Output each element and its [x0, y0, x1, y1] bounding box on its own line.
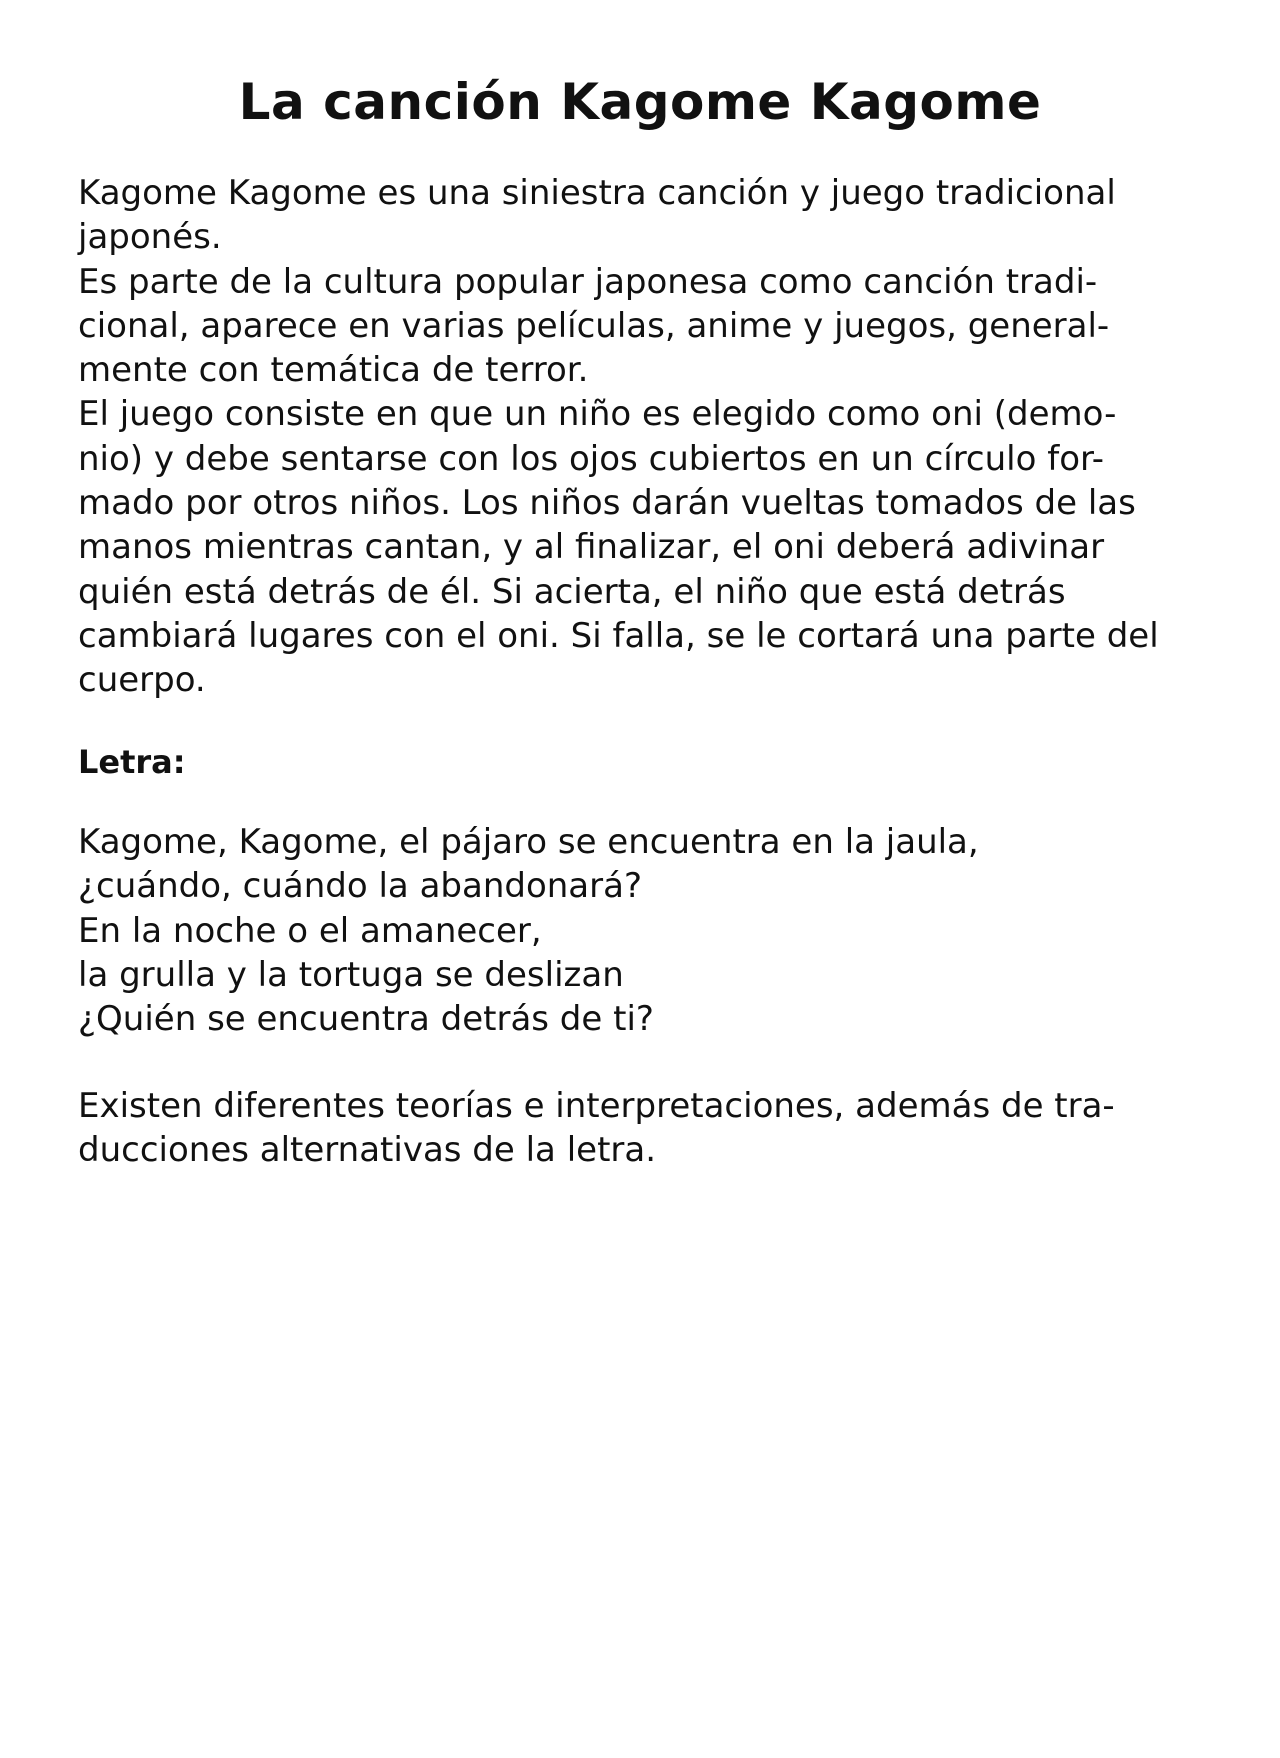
closing-line: Existen diferentes teorías e interpretaciones, además de tra- — [78, 1086, 1115, 1126]
intro-line: nio) y debe sentarse con los ojos cubiertos en un círculo for- — [78, 438, 1105, 479]
intro-line: Kagome Kagome es una siniestra canción y juego tradicional — [78, 173, 1116, 213]
intro-line: mado por otros niños. Los niños darán vueltas tomados de las — [78, 483, 1136, 524]
intro-line: cuerpo. — [78, 660, 206, 701]
intro-line: quién está detrás de él. Si acierta, el niño que está detrás — [78, 571, 1066, 612]
lyrics-line: ¿Quién se encuentra detrás de ti? — [78, 999, 654, 1040]
intro-line: cional, aparece en varias películas, anime y juegos, general- — [78, 305, 1110, 346]
intro-line: mente con temática de terror. — [78, 350, 589, 391]
lyrics-block — [78, 820, 1208, 1041]
lyrics-heading: Letra: — [78, 743, 186, 781]
intro-line: japonés. — [78, 217, 222, 258]
closing-paragraph — [78, 1084, 1208, 1173]
lyrics-line: ¿cuándo, cuándo la abandonará? — [78, 866, 643, 907]
closing-line: ducciones alternativas de la letra. — [78, 1130, 657, 1171]
lyrics-line: la grulla y la tortuga se deslizan — [78, 954, 624, 995]
intro-paragraph — [78, 171, 1208, 703]
intro-line: El juego consiste en que un niño es elegido como oni (demo- — [78, 394, 1117, 435]
intro-line: manos mientras cantan, y al finalizar, el oni deberá adivinar — [78, 527, 1105, 568]
intro-line: cambiará lugares con el oni. Si falla, se le cortará una parte del — [78, 615, 1159, 656]
intro-line: Es parte de la cultura popular japonesa como canción tradi- — [78, 261, 1098, 302]
lyrics-line: En la noche o el amanecer, — [78, 910, 542, 951]
page-title: La canción Kagome Kagome — [238, 73, 1042, 131]
lyrics-line: Kagome, Kagome, el pájaro se encuentra en la jaula, — [78, 822, 979, 862]
